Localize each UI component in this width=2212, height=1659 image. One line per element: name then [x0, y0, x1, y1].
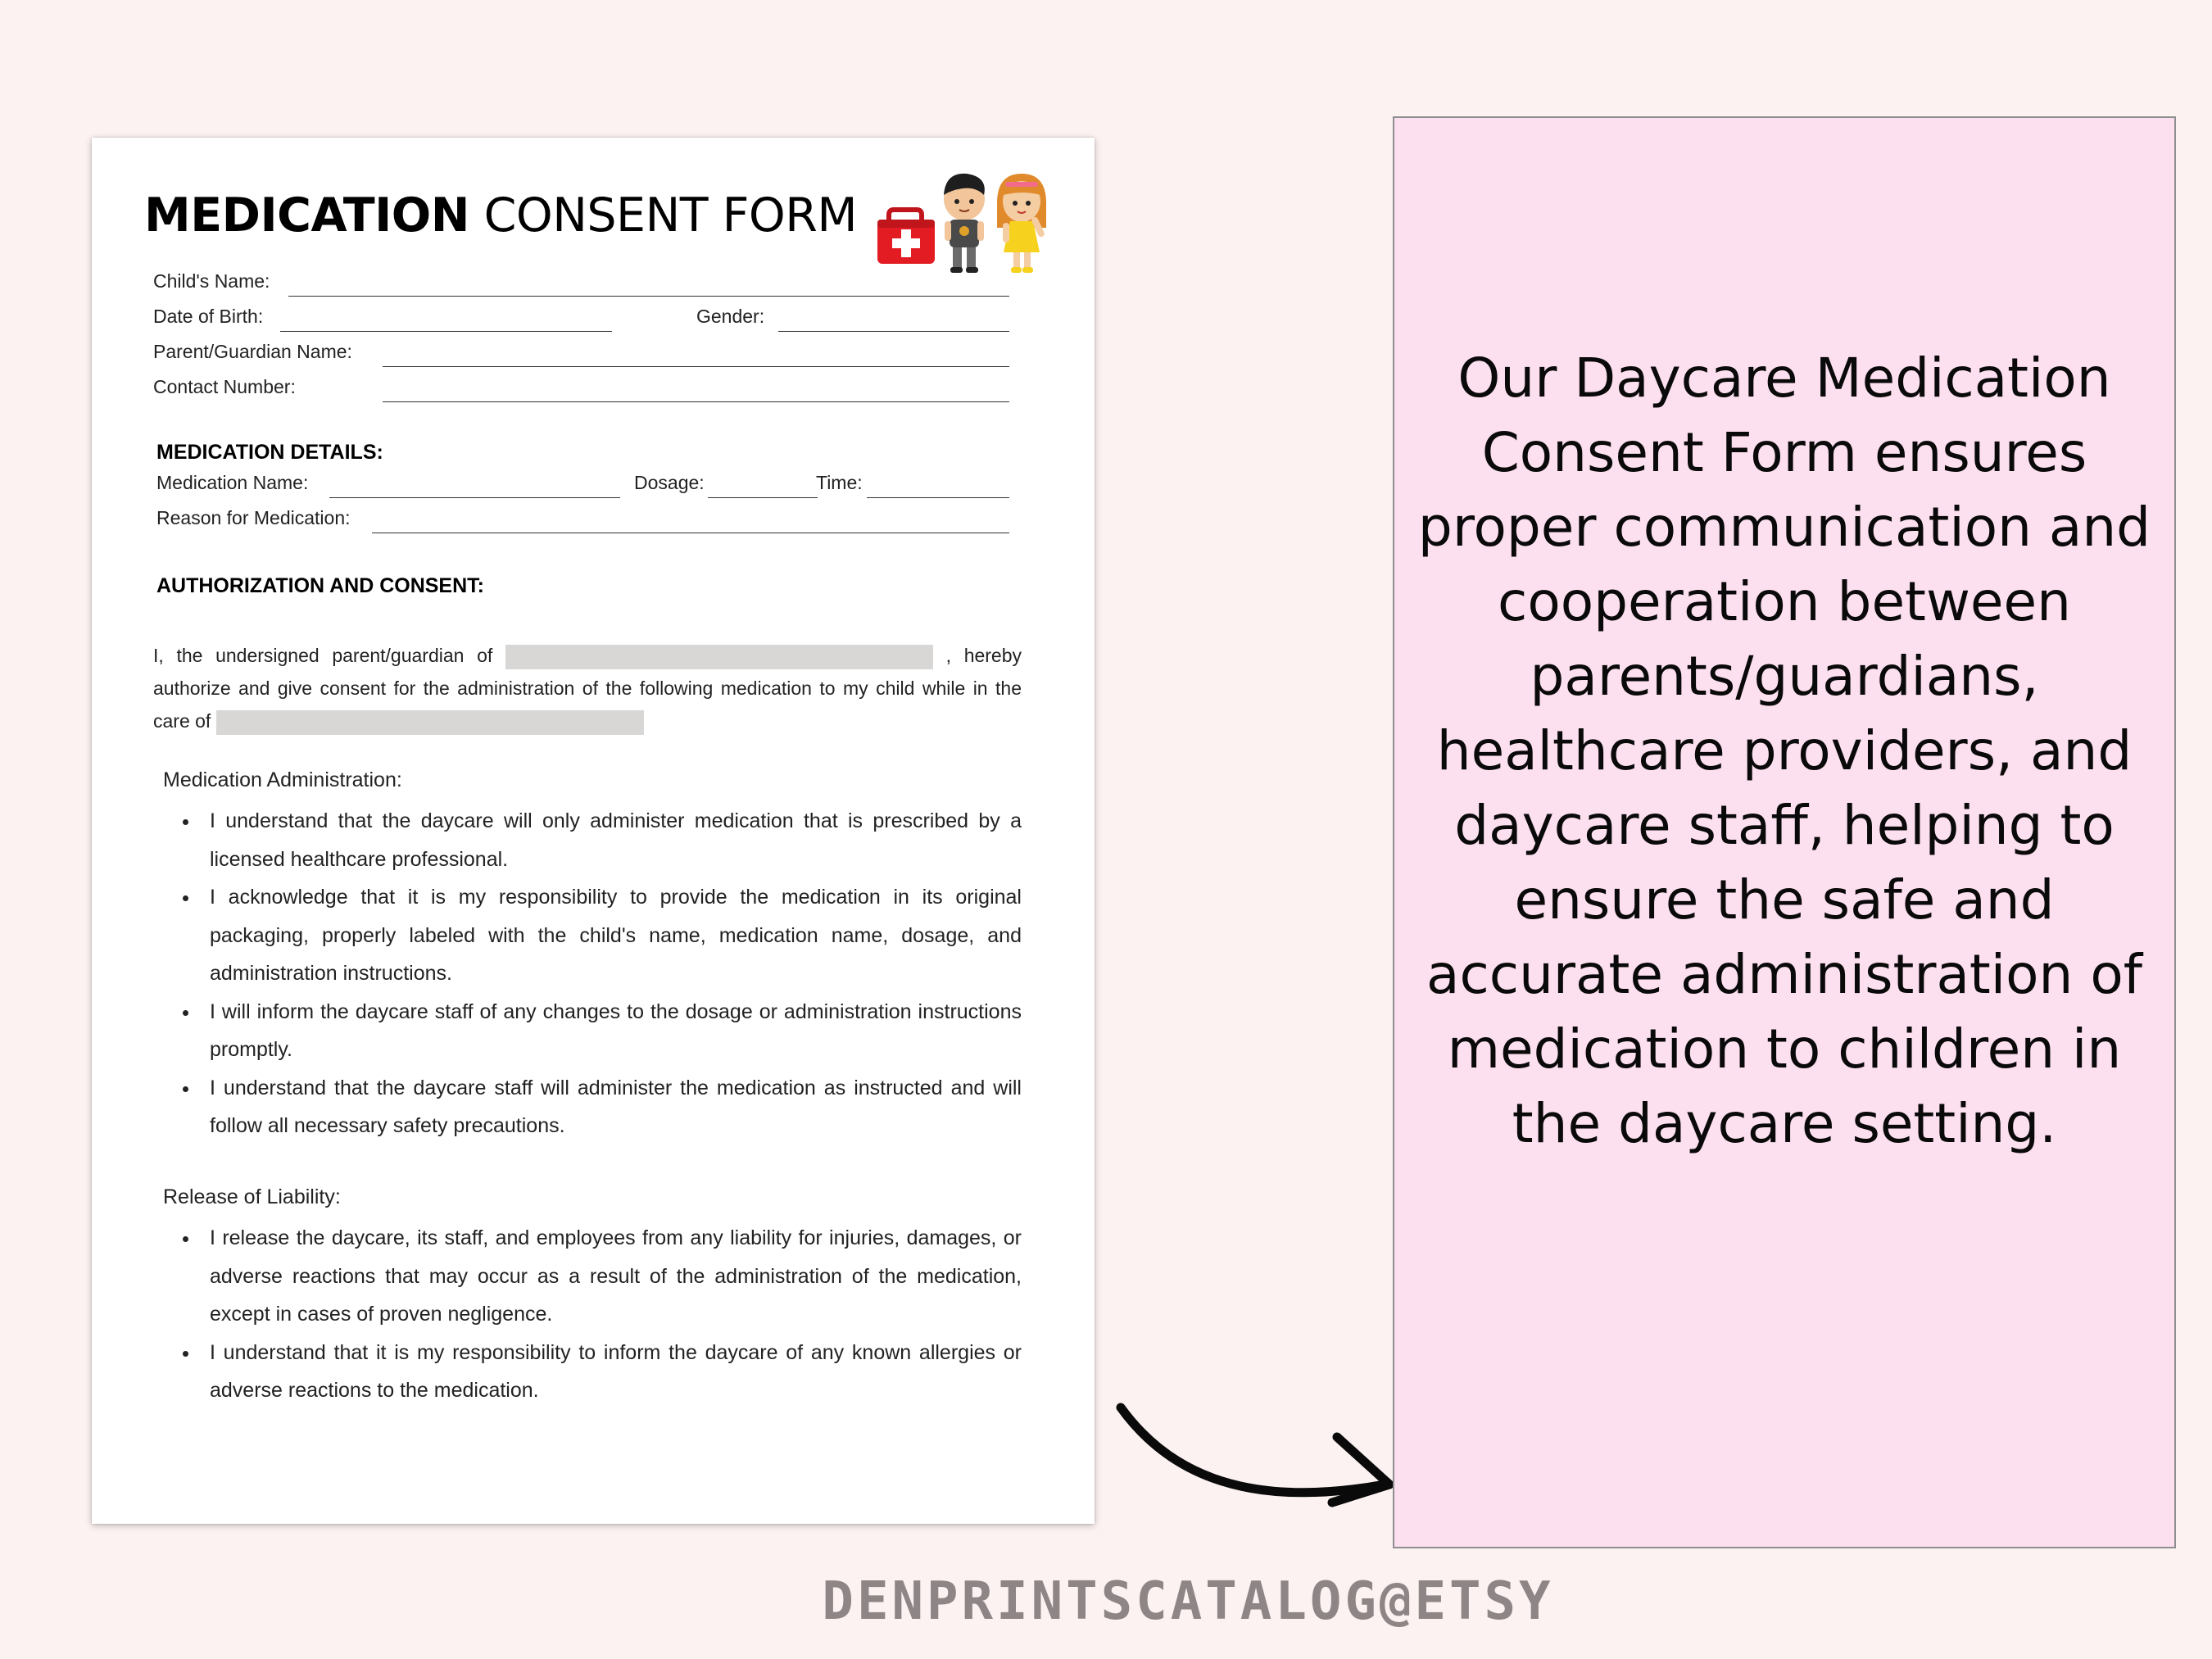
daycare-name-blank[interactable]	[216, 710, 644, 735]
medication-details-heading: MEDICATION DETAILS:	[156, 441, 383, 464]
time-field[interactable]	[816, 472, 1009, 500]
liability-list	[164, 1219, 1022, 1410]
authorization-paragraph	[153, 639, 1022, 737]
first-aid-kit-icon	[877, 210, 935, 264]
administration-list	[164, 802, 1022, 1145]
reason-field[interactable]	[156, 507, 1009, 535]
parent-name-line[interactable]	[383, 366, 1009, 367]
boy-illustration	[944, 174, 985, 273]
medication-name-field[interactable]	[156, 472, 623, 500]
promo-description: Our Daycare Medication Consent Form ensures proper communication and cooperation between parents/guardians, healthcare providers, and daycare staff, helping to ensure the safe and accurate administration of medication to children in the daycare setting.	[1417, 346, 2151, 1155]
curved-arrow-icon	[1114, 1393, 1409, 1524]
child-name-blank[interactable]	[505, 645, 933, 669]
kids-first-aid-illustration	[874, 170, 1058, 277]
administration-item: • I will inform the daycare staff of any changes to the dosage or administration instructions promptly.	[200, 993, 1022, 1069]
administration-item: • I understand that the daycare staff will administer the medication as instructed and will follow all necessary safety precautions.	[200, 1069, 1022, 1145]
parent-name-field[interactable]	[153, 341, 1009, 369]
shop-credit: DENPRINTSCATALOG@ETSY	[822, 1571, 1554, 1632]
time-label: Time:	[816, 472, 863, 493]
promo-panel	[1393, 116, 2176, 1548]
administration-heading: Medication Administration:	[163, 768, 402, 791]
medication-name-label: Medication Name:	[156, 472, 309, 493]
dosage-field[interactable]	[634, 472, 818, 500]
girl-illustration	[997, 174, 1046, 273]
administration-item: • I acknowledge that it is my responsibility to provide the medication in its original packaging, properly labeled with the child's name, medication name, dosage, and administration instructions.	[200, 878, 1022, 993]
time-line[interactable]	[867, 497, 1009, 498]
consent-form-page	[92, 138, 1095, 1524]
child-name-field[interactable]	[153, 270, 1099, 298]
liability-heading: Release of Liability:	[163, 1185, 341, 1208]
child-name-line[interactable]	[288, 296, 1009, 297]
form-title-bold: MEDICATION	[144, 188, 469, 243]
contact-number-line[interactable]	[383, 401, 1009, 402]
contact-number-field[interactable]	[153, 376, 1009, 404]
liability-item: • I understand that it is my responsibility to inform the daycare of any known allergies or adverse reactions to the medication.	[200, 1334, 1022, 1410]
dosage-line[interactable]	[708, 497, 818, 498]
dob-field[interactable]	[153, 306, 612, 333]
administration-item: • I understand that the daycare will only administer medication that is prescribed by a licensed healthcare professional.	[200, 802, 1022, 878]
dob-line[interactable]	[280, 331, 612, 332]
gender-field[interactable]	[696, 306, 1009, 333]
form-title	[144, 188, 857, 243]
gender-label: Gender:	[696, 306, 765, 327]
authorization-intro-part1: I, the undersigned parent/guardian of	[153, 645, 493, 666]
parent-name-label: Parent/Guardian Name:	[153, 341, 352, 362]
dosage-label: Dosage:	[634, 472, 705, 493]
dob-label: Date of Birth:	[153, 306, 264, 327]
authorization-intro-part2: , hereby authorize and give consent for the administration of the following medication to my child while in the care of	[153, 645, 1022, 732]
liability-item: • I release the daycare, its staff, and employees from any liability for injuries, damages, or adverse reactions that may occur as a result of the administration of the medication, except in cases of proven negligence.	[200, 1219, 1022, 1334]
gender-line[interactable]	[778, 331, 1009, 332]
form-title-rest: CONSENT FORM	[469, 188, 858, 243]
authorization-heading: AUTHORIZATION AND CONSENT:	[156, 574, 484, 597]
child-name-label: Child's Name:	[153, 270, 270, 292]
contact-number-label: Contact Number:	[153, 376, 296, 397]
medication-name-line[interactable]	[329, 497, 620, 498]
reason-label: Reason for Medication:	[156, 507, 351, 528]
